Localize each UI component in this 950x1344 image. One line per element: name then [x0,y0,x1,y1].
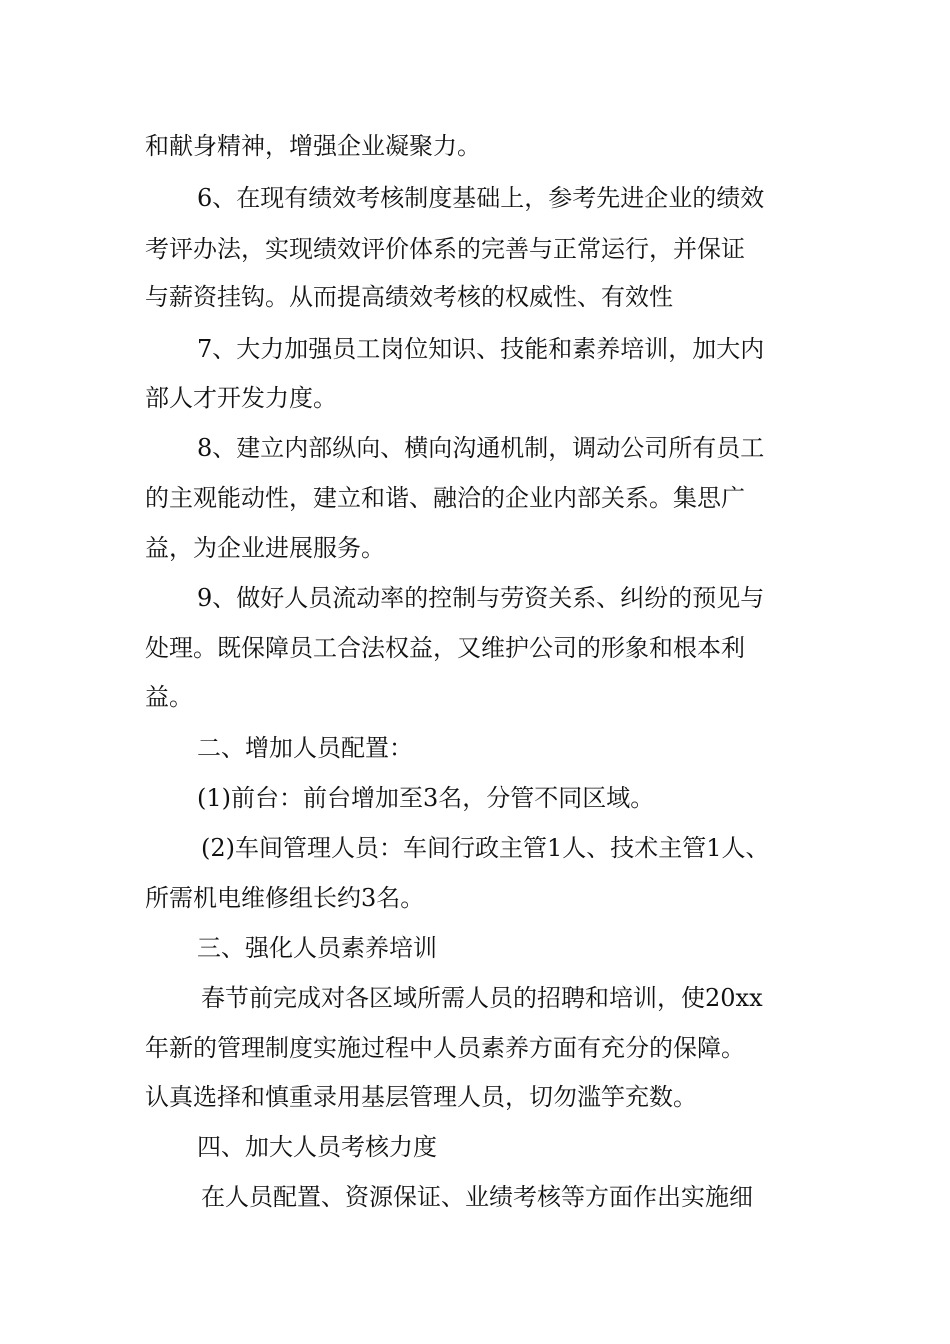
text-line: 认真选择和慎重录用基层管理人员，切勿滥竽充数。 [145,1083,697,1111]
text-line: 春节前完成对各区域所需人员的招聘和培训，使20xx [201,984,763,1012]
text-line: 年新的管理制度实施过程中人员素养方面有充分的保障。 [145,1034,745,1062]
text-line: 所需机电维修组长约3名。 [145,884,425,912]
text-line: 和献身精神，增强企业凝聚力。 [145,132,481,160]
section-heading: 四、加大人员考核力度 [197,1133,437,1161]
text-line: 8、建立内部纵向、横向沟通机制，调动公司所有员工 [197,434,765,462]
text-line: 6、在现有绩效考核制度基础上，参考先进企业的绩效 [197,184,765,212]
text-line: 与薪资挂钩。从而提高绩效考核的权威性、有效性 [145,283,673,311]
text-line: 的主观能动性，建立和谐、融洽的企业内部关系。集思广 [145,484,745,512]
text-line: (2)车间管理人员：车间行政主管1人、技术主管1人、 [201,834,770,862]
text-line: 7、大力加强员工岗位知识、技能和素养培训，加大内 [197,335,765,363]
text-line: 处理。既保障员工合法权益，又维护公司的形象和根本利 [145,634,745,662]
section-heading: 三、强化人员素养培训 [197,934,437,962]
text-line: 在人员配置、资源保证、业绩考核等方面作出实施细 [201,1183,753,1211]
text-line: 益，为企业进展服务。 [145,534,385,562]
section-heading: 二、增加人员配置： [197,734,413,762]
text-line: 益。 [145,683,193,711]
text-line: 部人才开发力度。 [145,384,337,412]
text-line: 考评办法，实现绩效评价体系的完善与正常运行，并保证 [145,235,745,263]
text-line: 9、做好人员流动率的控制与劳资关系、纠纷的预见与 [197,584,765,612]
text-line: (1)前台：前台增加至3名，分管不同区域。 [197,784,655,812]
